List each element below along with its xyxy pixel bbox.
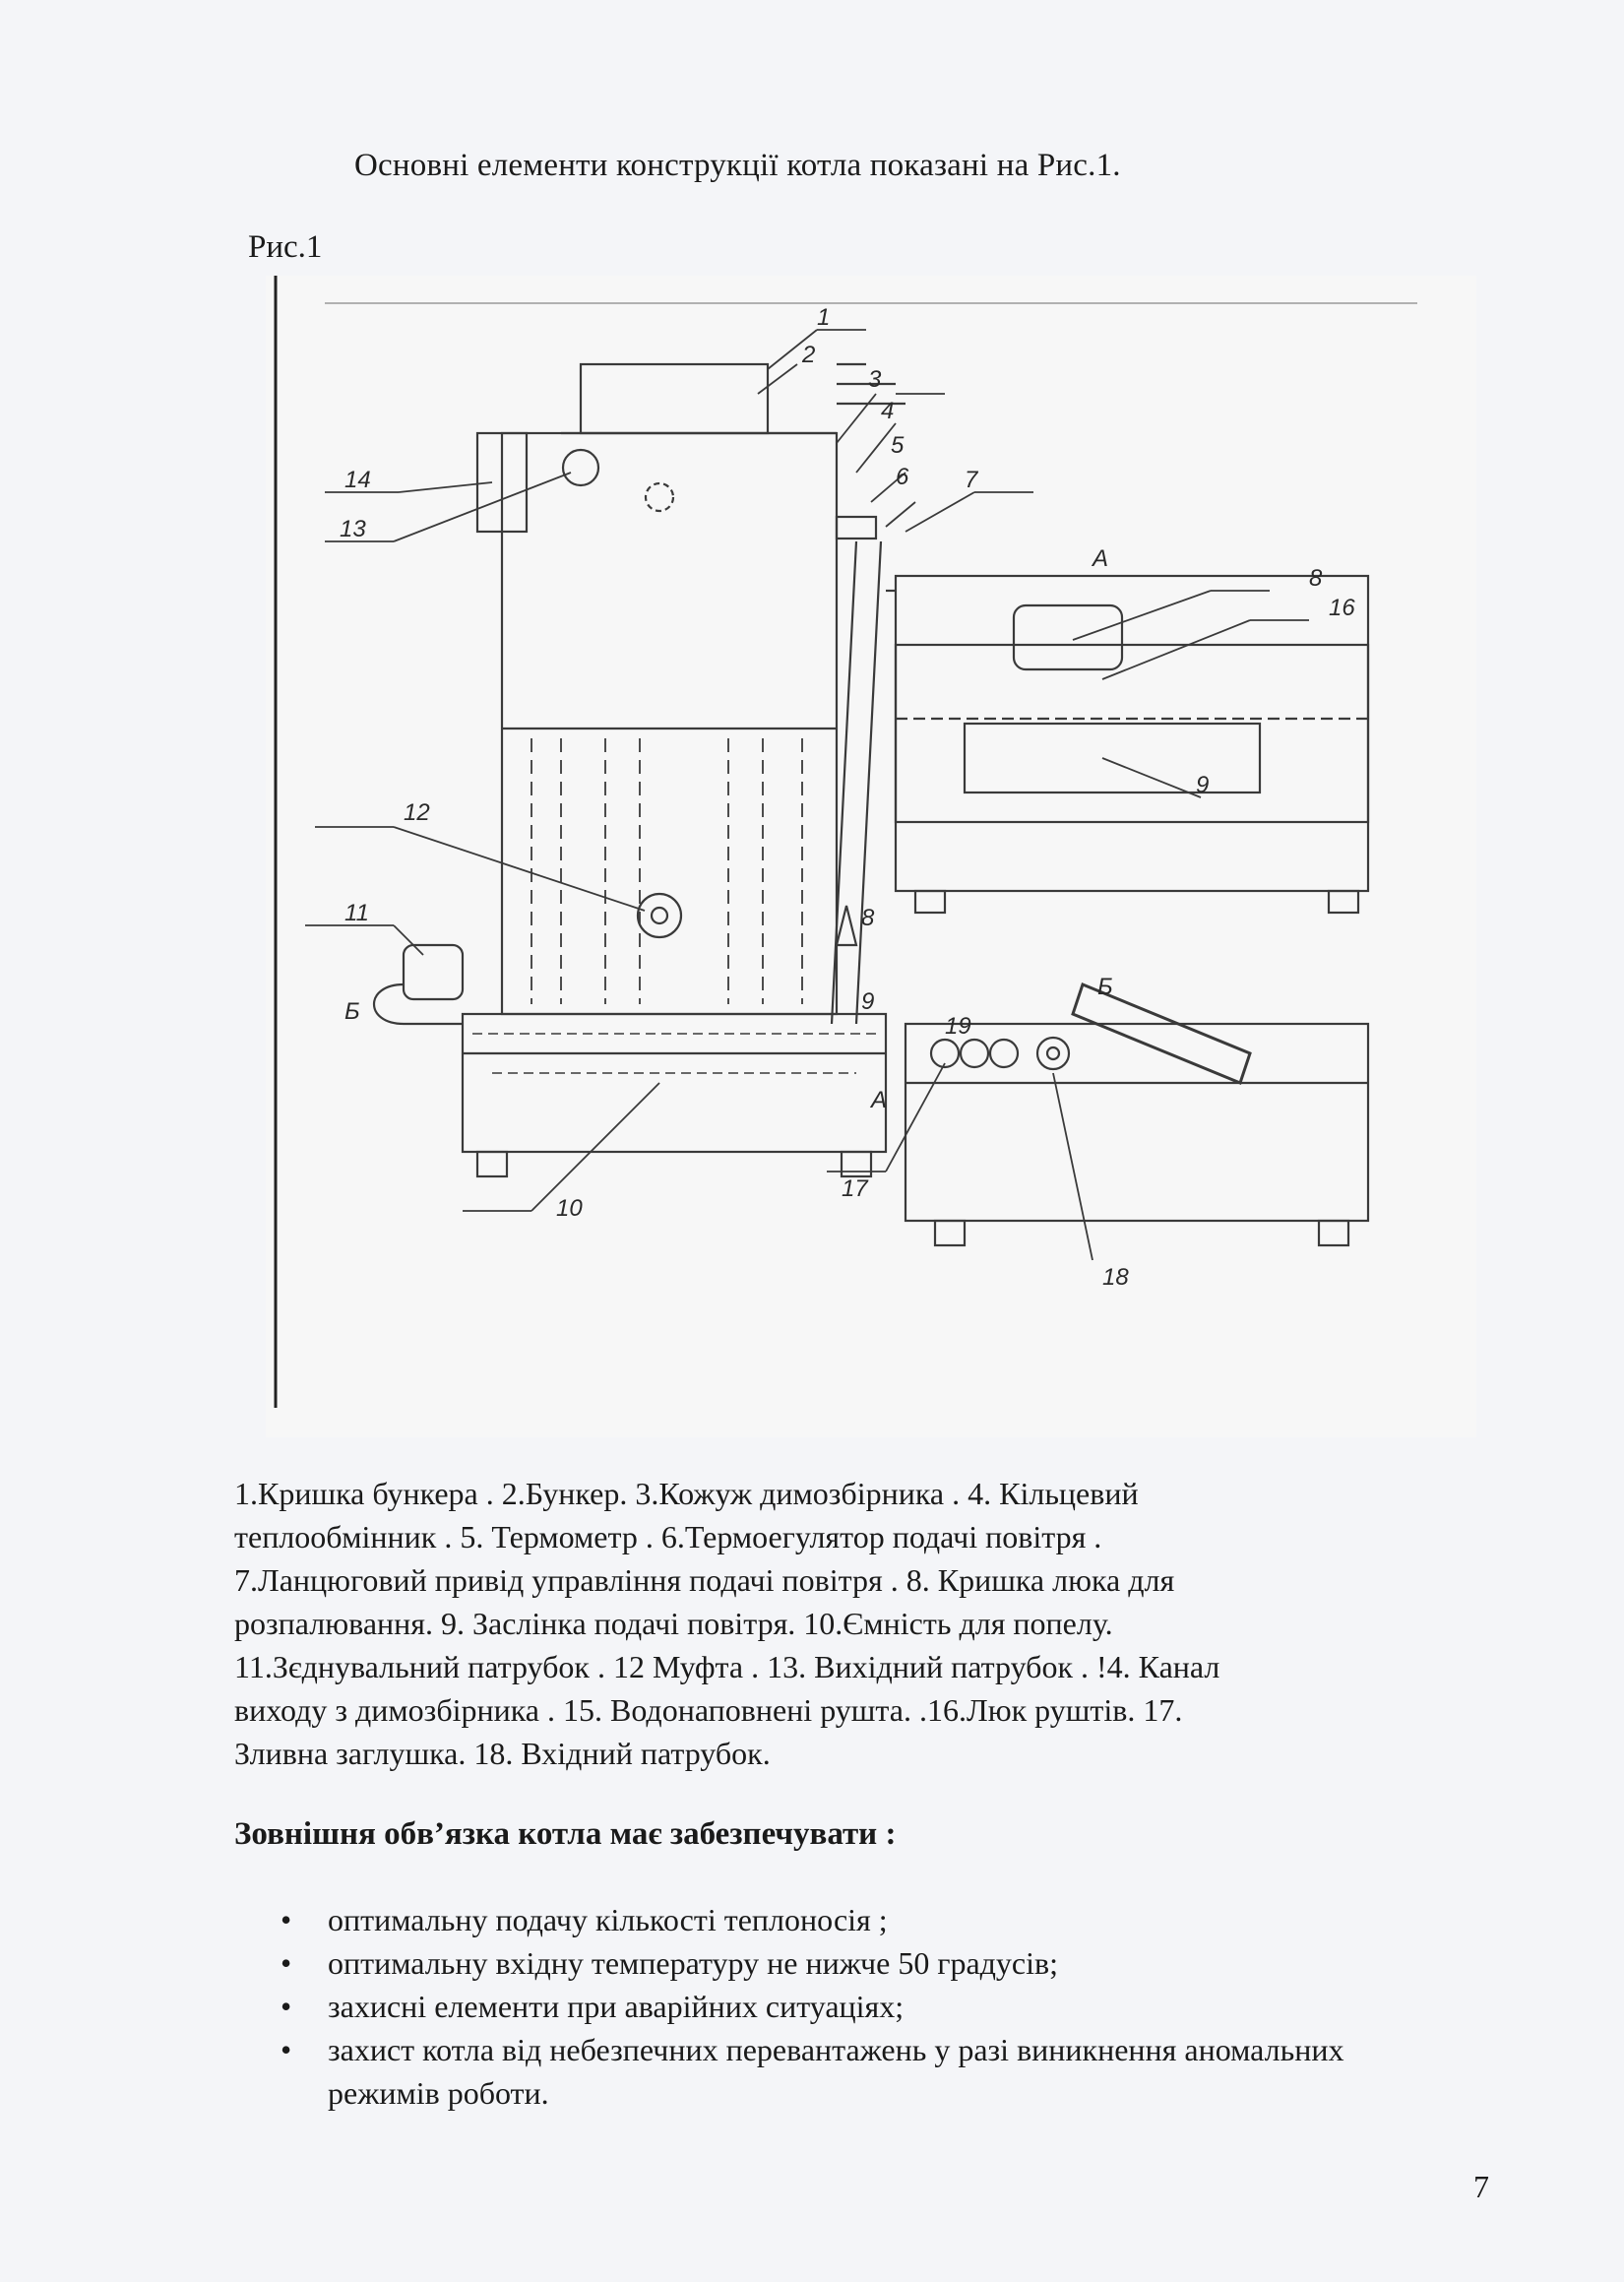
list-item: • оптимальну подачу кількості теплоносія ; [281,1898,1462,1941]
callout-a-side: А [871,1087,888,1113]
callout-b-right: Б [1097,974,1113,1000]
callout-12: 12 [404,799,430,826]
callout-9-side: 9 [861,988,875,1015]
boiler-drawing-svg [266,276,1476,1437]
legend-line: Зливна заглушка. 18. Вхідний патрубок. [234,1736,771,1771]
legend-line: теплообмінник . 5. Термометр . 6.Термоегулятор подачі повітря . [234,1519,1102,1554]
callout-9-top: 9 [1196,772,1210,798]
list-item: • захист котла від небезпечних перевантажень у разі виникнення аномальних режимів роботи. [281,2028,1462,2115]
callout-13: 13 [340,516,366,542]
boiler-drawing [266,276,1476,1437]
requirements-list [281,1898,1462,2115]
callout-6: 6 [896,464,909,490]
legend-line: розпалювання. 9. Заслінка подачі повітря. 10.Ємність для попелу. [234,1606,1113,1641]
callout-17: 17 [842,1175,868,1202]
callout-1: 1 [817,304,831,331]
callout-10: 10 [556,1195,583,1222]
callout-5: 5 [891,432,905,459]
legend-line: 11.Зєднувальний патрубок . 12 Муфта . 13. Вихідний патрубок . !4. Канал [234,1649,1220,1684]
callout-8-side: 8 [861,905,875,931]
page-heading: Основні елементи конструкції котла показані на Рис.1. [354,148,1121,183]
callout-2: 2 [802,342,816,368]
callout-b-left: Б [344,998,360,1025]
callout-7: 7 [965,467,978,493]
figure-legend [234,1472,1504,1775]
callout-4: 4 [881,398,895,424]
requirements-title: Зовнішня обв’язка котла має забезпечувати : [234,1816,897,1852]
list-item: • оптимальну вхідну температуру не нижче 50 градусів; [281,1941,1462,1985]
figure-label: Рис.1 [248,229,323,265]
callout-11: 11 [344,900,369,926]
legend-line: 7.Ланцюговий привід управління подачі повітря . 8. Кришка люка для [234,1562,1175,1598]
legend-line: виходу з димозбірника . 15. Водонаповнені рушта. .16.Люк руштів. 17. [234,1692,1183,1728]
list-item: • захисні елементи при аварійних ситуаціях; [281,1985,1462,2028]
callout-8-top: 8 [1309,565,1323,592]
callout-16: 16 [1329,595,1355,621]
legend-line: 1.Кришка бункера . 2.Бункер. 3.Кожуж димозбірника . 4. Кільцевий [234,1476,1139,1511]
callout-14: 14 [344,467,371,493]
callout-a-top: А [1093,545,1109,572]
callout-18: 18 [1102,1264,1129,1291]
page-number: 7 [1473,2169,1489,2204]
callout-19: 19 [945,1013,971,1040]
callout-3: 3 [868,366,882,393]
